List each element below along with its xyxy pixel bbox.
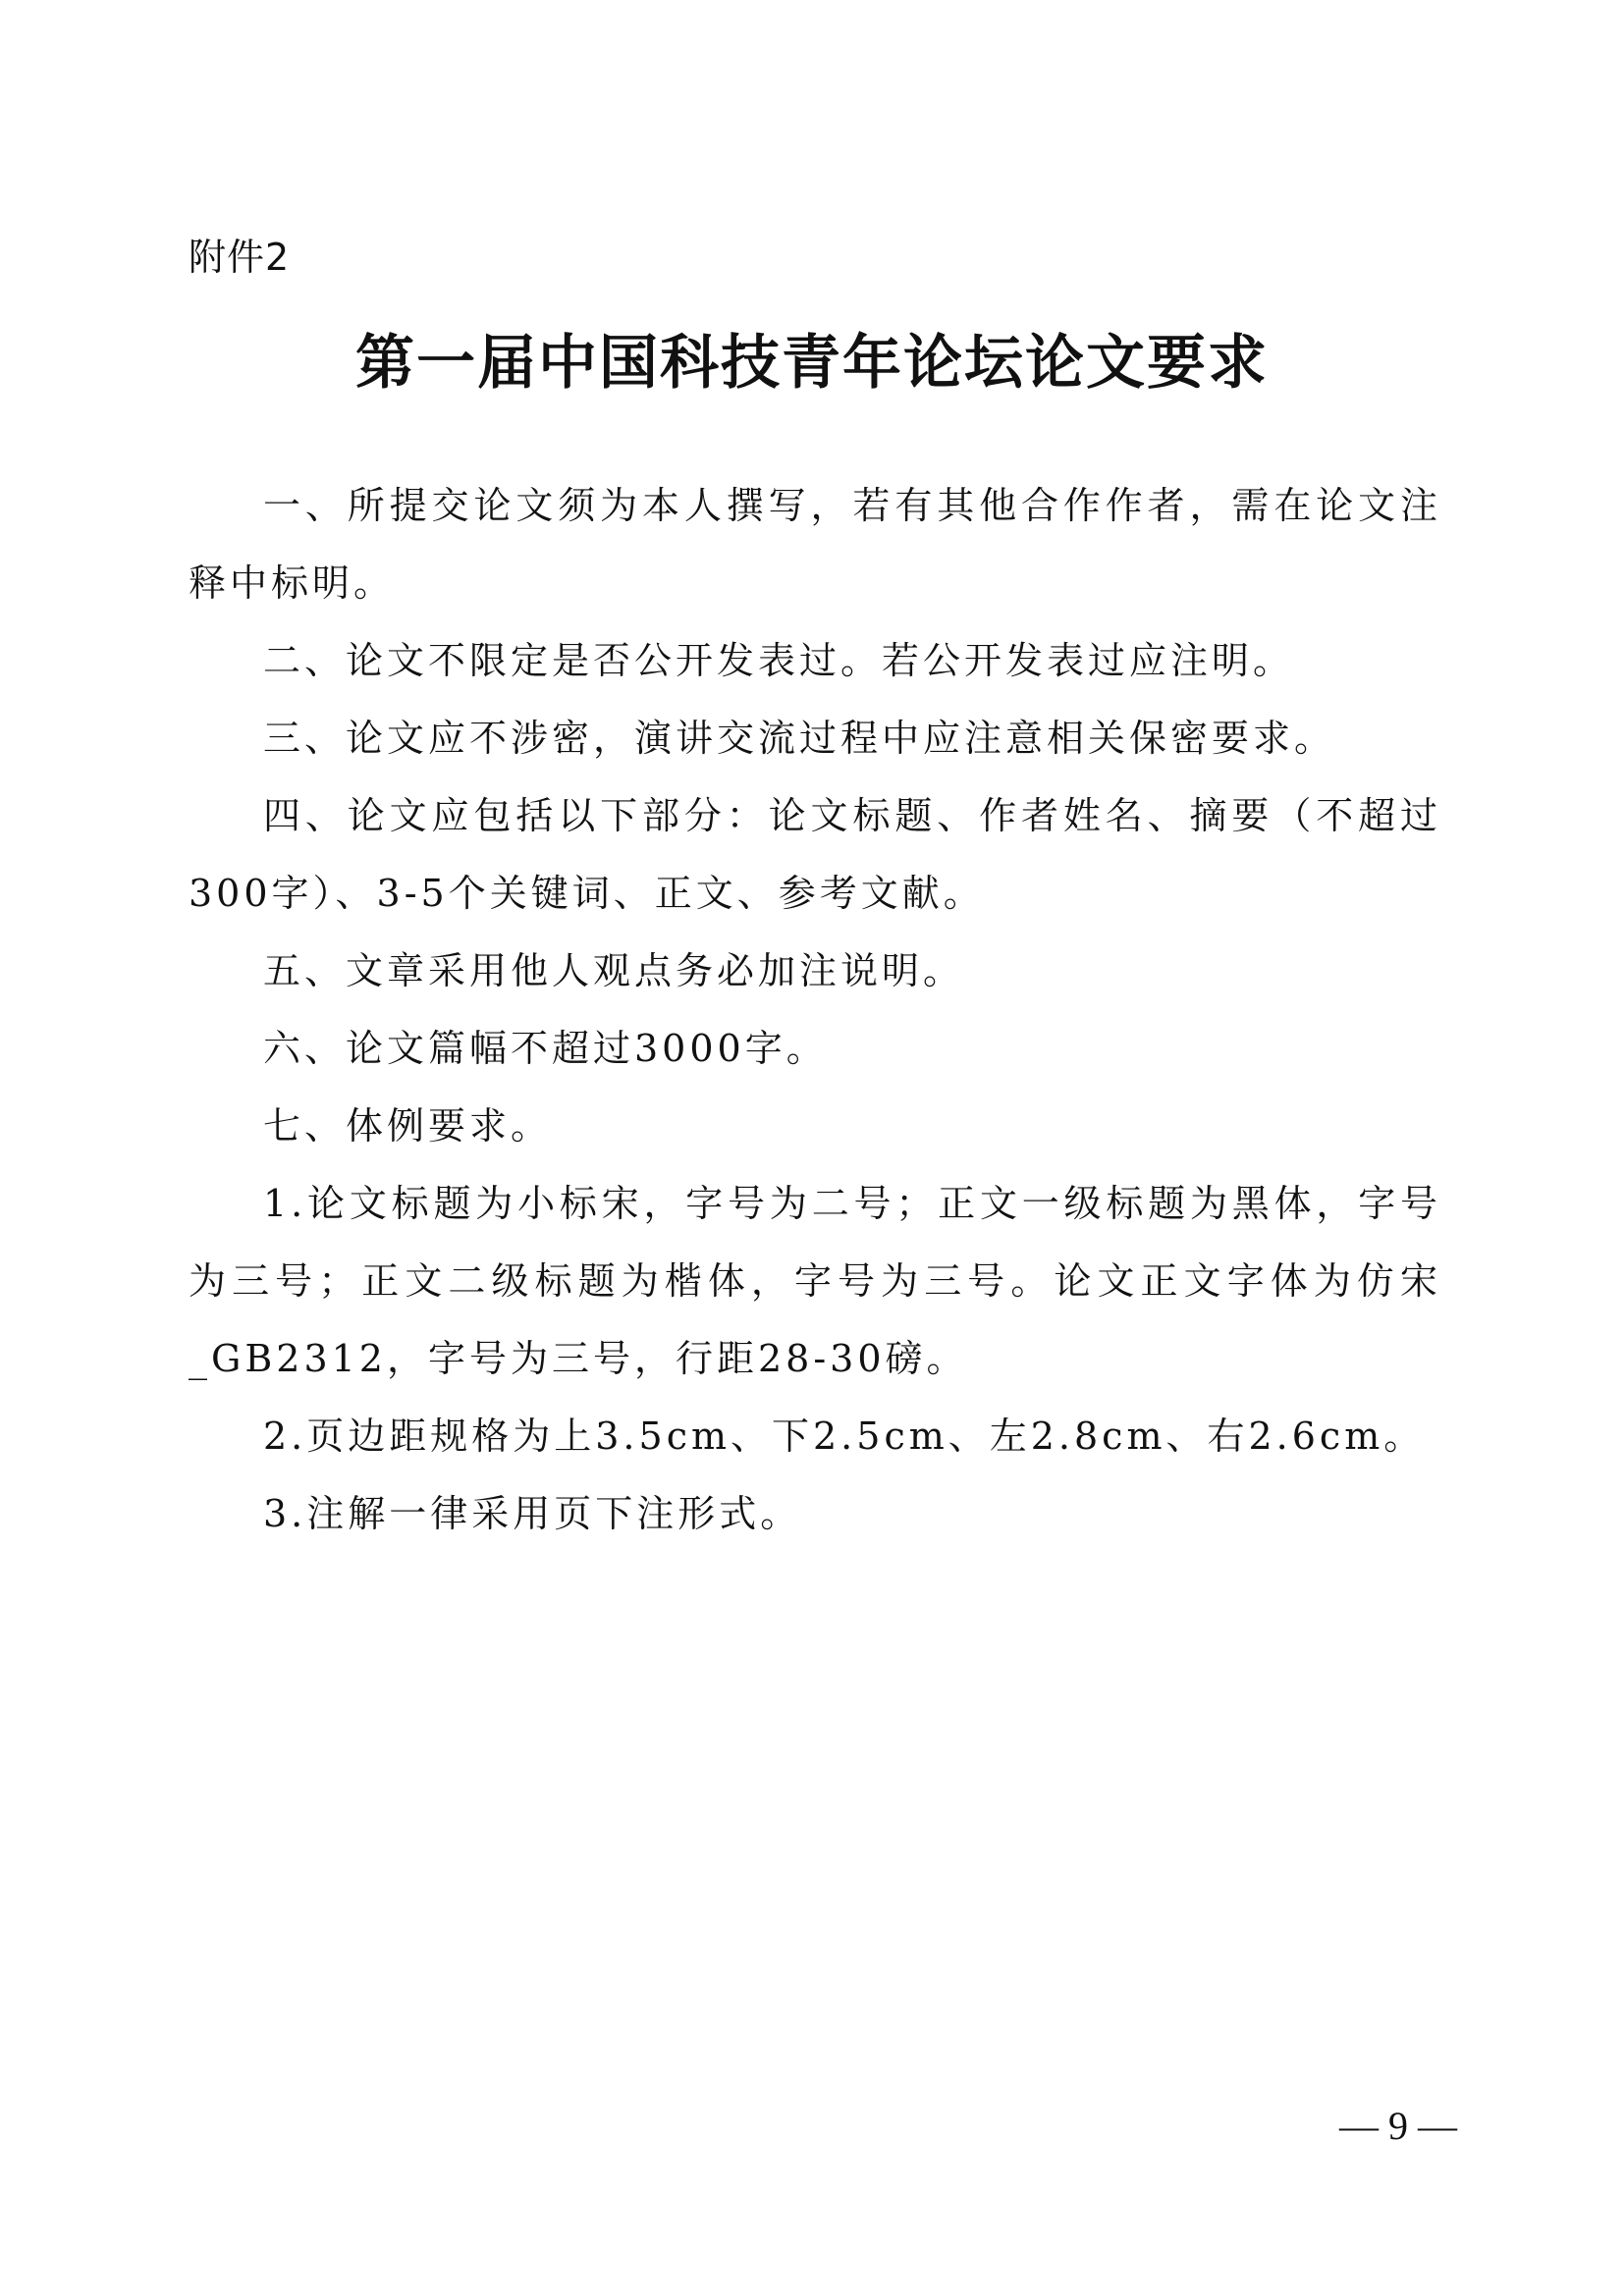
requirement-paragraph-4: 四、论文应包括以下部分：论文标题、作者姓名、摘要（不超过300字）、3-5个关键词、正文、参考文献。	[189, 794, 1441, 915]
attachment-label: 附件2	[189, 236, 291, 279]
document-title: 第一届中国科技青年论坛论文要求	[355, 329, 1269, 398]
requirement-paragraph-5: 五、文章采用他人观点务必加注说明。	[263, 949, 965, 992]
format-rule-3: 3.注解一律采用页下注形式。	[263, 1492, 802, 1535]
page-number: — 9 —	[1339, 2104, 1457, 2148]
requirement-paragraph-2: 二、论文不限定是否公开发表过。若公开发表过应注明。	[263, 639, 1295, 682]
document-body	[189, 467, 1441, 1553]
format-rule-2: 2.页边距规格为上3.5cm、下2.5cm、左2.8cm、右2.6cm。	[263, 1415, 1426, 1458]
requirement-paragraph-1: 一、所提交论文须为本人撰写，若有其他合作作者，需在论文注释中标明。	[189, 484, 1441, 605]
requirement-paragraph-3: 三、论文应不涉密，演讲交流过程中应注意相关保密要求。	[263, 717, 1336, 760]
requirement-paragraph-7: 七、体例要求。	[263, 1104, 553, 1148]
format-rule-1: 1.论文标题为小标宋，字号为二号；正文一级标题为黑体，字号为三号；正文二级标题为楷体，字号为三号。论文正文字体为仿宋_GB2312，字号为三号，行距28-30磅。	[189, 1182, 1441, 1380]
requirement-paragraph-6: 六、论文篇幅不超过3000字。	[263, 1027, 828, 1070]
